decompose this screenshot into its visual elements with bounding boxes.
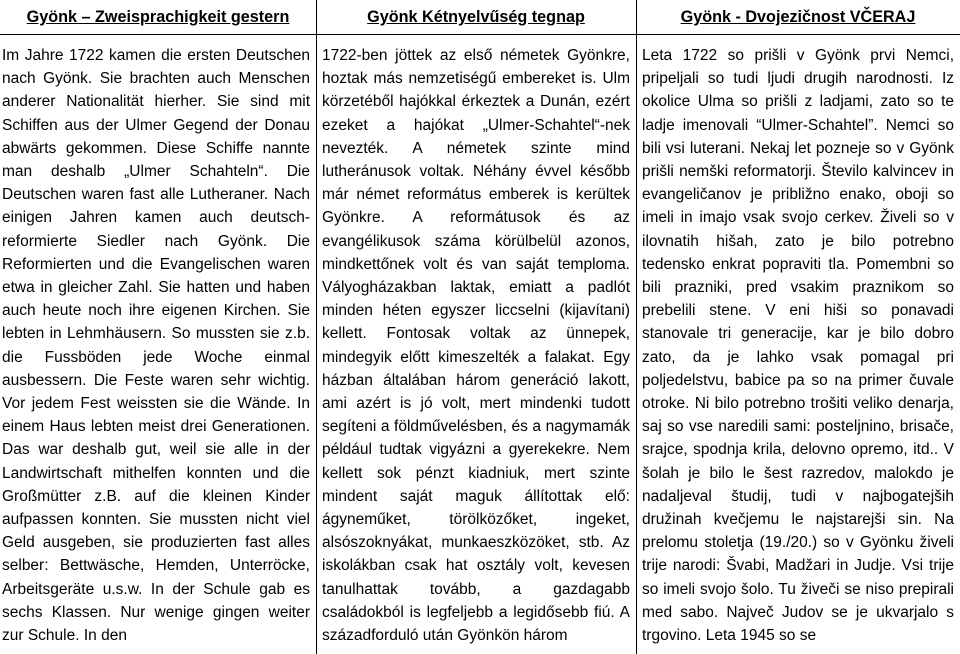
- column-heading-slovenian: Gyönk - Dvojezičnost VČERAJ: [636, 0, 960, 35]
- column-heading-hungarian: Gyönk Kétnyelvűség tegnap: [316, 0, 636, 35]
- column-text-slovenian: Leta 1722 so prišli v Gyönk prvi Nemci, pripeljali so tudi ljudi drugih narodnosti. Iz okolice Ulma so prišli z ladjami, zato so te ladje imenovali “Ulmer-Schahtel”. Nemci so bili vsi luterani. Nekaj let pozneje so v Gyönk prišli nemški reformatorji. Število kalvincev in evangeličanov je približno enako, oboji so imeli in imajo vsak svojo cerkev. Živeli so v ilovnatih hišah, zato je bilo potrebno tedensko enkrat popraviti tla. Pomembni so bili prazniki, pred vsakim praznikom so prebelili stene. V eni hiši so ponavadi stanovale tri generacije, kar je bilo dobro zato, da je lahko vsak pomagal pri poljedelstvu, babice pa so na primer čuvale otroke. Ni bilo potrebno trošiti veliko denarja, saj so vse naredili sami: posteljnino, brisače, srajce, spodnja krila, delovno opremo, itd.. V šolah je bilo le šest razredov, malokdo je nadaljeval študij, tudi v najbogatejših družinah kvečjemu le najstarejši sin. Na prelomu stoletja (19./20.) so v Gyönku živeli trije narodi: Švabi, Madžari in Judje. Vsi trije so imeli svojo šolo. Tu živeči se niso prepirali med sabo. Največ Judov se je ukvarjalo s trgovino. Leta 1945 so se: [642, 47, 954, 645]
- column-text-german: Im Jahre 1722 kamen die ersten Deutschen nach Gyönk. Sie brachten auch Menschen anderer Nationalität hierher. Sie sind mit Schiffen aus der Ulmer Gegend der Donau abwärts gekommen. Diese Schiffe nannte man deshalb „Ulmer Schahteln“. Die Deutschen waren fast alle Lutheraner. Nach einigen Jahren kamen auch deutsch-reformierte Siedler nach Gyönk. Die Reformierten und die Evangelischen waren etwa in gleicher Zahl. Sie hatten und haben auch heute noch ihre eigenen Kirchen. Sie lebten in Lehmhäusern. So mussten sie z.b. die Fussböden jede Woche einmal ausbessern. Die Feste waren sehr wichtig. Vor jedem Fest weissten sie die Wände. In einem Haus lebten meist drei Generationen. Das war deshalb gut, weil sie alle in der Landwirtschaft mithelfen konnten und die Großmütter z.B. auf die kleinen Kinder aufpassen konnten. Sie mussten nicht viel Geld ausgeben, sie produzierten fast alles selber: Bettwäsche, Hemden, Unterröcke, Arbeitsgeräte u.s.w. In der Schule gab es sechs Klassen. Nur wenige gingen weiter zur Schule. In den: [2, 47, 310, 645]
- column-hungarian: [316, 0, 636, 654]
- column-text-hungarian: 1722-ben jöttek az első németek Gyönkre, hoztak más nemzetiségű embereket is. Ulm körzetéből hajókkal érkeztek a Dunán, ezért ezeket a hajókat „Ulmer-Schahtel“-nek nevezték. A németek szinte mind lutheránusok voltak. Néhány évvel később már német református emberek is kerültek Gyönkre. A reformátusok és az evangélikusok száma körülbelül azonos, mindkettőnek volt és van saját temploma. Vályogházakban laktak, emiatt a padlót minden héten egyszer liccselni (kijavítani) kellett. Fontosak voltak az ünnepek, mindegyik előtt kimeszelték a falakat. Egy házban általában három generáció lakott, ami azért is jó volt, mert mindenki tudott segíteni a földművelésben, és a nagymamák például tudtak vigyázni a gyerekekre. Nem kellett sok pénzt kiadniuk, mert szinte mindent saját maguk állítottak elő: ágyneműket, törölközőket, ingeket, alsószoknyákat, munkaeszközöket, stb. Az iskolákban csak hat osztály volt, kevesen tanulhattak tovább, a gazdagabb családokból is legfeljebb a legidősebb fiú. A századforduló után Gyönkön három: [322, 47, 630, 645]
- column-slovenian: [636, 0, 960, 654]
- column-heading-german: Gyönk – Zweisprachigkeit gestern: [0, 0, 316, 35]
- column-german: [0, 0, 316, 654]
